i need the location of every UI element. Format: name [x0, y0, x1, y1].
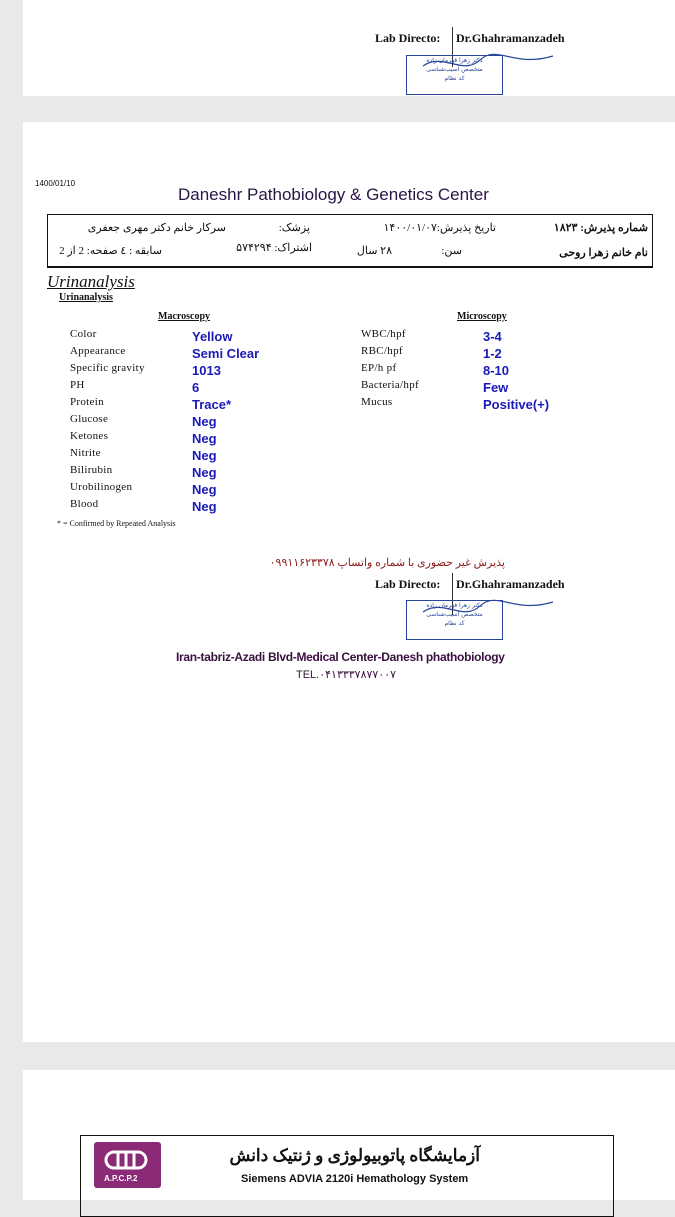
- stamp-line: متخصص آسیب‌شناسی: [426, 66, 483, 73]
- lab-name: Daneshr Pathobiology & Genetics Center: [178, 185, 489, 204]
- macro-row-value: Neg: [192, 499, 217, 514]
- apcp-logo: [94, 1142, 161, 1188]
- stamp-line: دکتر زهرا قهرمان زاده: [426, 602, 483, 609]
- macro-row-value: Neg: [192, 482, 217, 497]
- macro-row-value: Semi Clear: [192, 346, 260, 361]
- patient-info-box: [47, 214, 653, 268]
- macro-row-name: Blood: [70, 498, 99, 510]
- age-value: ۲۸ سال: [356, 245, 392, 257]
- patient-name: نام خانم زهرا روحی: [559, 247, 648, 259]
- doctor-label: پزشک:: [278, 222, 310, 234]
- macro-row-name: Nitrite: [70, 447, 101, 459]
- stamp-line: دکتر زهرا قهرمان زاده: [426, 57, 483, 64]
- micro-row-value: 1-2: [483, 346, 502, 361]
- macro-row-value: Neg: [192, 465, 217, 480]
- macro-row-value: 1013: [192, 363, 221, 378]
- reception-date: تاریخ پذیرش:۱۴۰۰/۰۱/۰۷: [383, 222, 496, 234]
- macro-row-name: Appearance: [70, 345, 126, 357]
- macro-row-value: Yellow: [192, 329, 233, 344]
- subscription-number: اشتراک: ۵۷۴۲۹۴: [236, 242, 312, 254]
- report-date: 1400/01/10: [35, 179, 76, 188]
- report-page: [23, 122, 675, 1042]
- macroscopy-header: Macroscopy: [158, 311, 211, 322]
- macro-row-name: Color: [70, 328, 97, 340]
- macro-row-name: Glucose: [70, 413, 109, 425]
- footnote: * = Confirmed by Repeated Analysis: [57, 519, 176, 528]
- page-top-fragment: [23, 0, 675, 96]
- micro-row-name: Bacteria/hpf: [361, 379, 419, 391]
- next-page-title: آزمایشگاه پاتوبیولوژی و ژنتیک دانش: [229, 1146, 480, 1165]
- signature-scribble: [418, 594, 558, 624]
- lab-director-name: Dr.Ghahramanzadeh: [456, 577, 565, 591]
- next-page-subtitle: Siemens ADVIA 2120i Hemathology System: [241, 1173, 469, 1185]
- next-page-fragment: [23, 1070, 675, 1200]
- reception-number: شماره پذیرش: ۱۸۲۳: [553, 222, 648, 234]
- macro-row-value: 6: [192, 380, 200, 395]
- micro-row-value: Positive(+): [483, 397, 550, 412]
- micro-row-value: 8-10: [483, 363, 510, 378]
- next-page-header-box: [80, 1135, 614, 1217]
- macro-row-value: Neg: [192, 431, 217, 446]
- logo-text: A.P.C.P.2: [104, 1174, 138, 1183]
- micro-row-name: RBC/hpf: [361, 345, 403, 357]
- lab-director-name: Dr.Ghahramanzadeh: [456, 31, 565, 45]
- macro-row-name: PH: [70, 379, 85, 391]
- micro-row-name: EP/h pf: [361, 362, 397, 374]
- whatsapp-notice: پذیرش غیر حضوری با شماره واتساپ ۰۹۹۱۱۶۲۳۳۷۸: [269, 557, 505, 569]
- lab-director-label: Lab Directo:: [375, 577, 441, 591]
- doctor-name: سرکار خانم دکتر مهری جعفری: [87, 222, 226, 234]
- macro-row-name: Bilirubin: [70, 464, 113, 476]
- macro-row-name: Ketones: [70, 430, 109, 442]
- lab-director-label: Lab Directo:: [375, 31, 441, 45]
- macro-row-name: Protein: [70, 396, 104, 408]
- micro-row-name: Mucus: [361, 396, 393, 408]
- stamp-line: کد نظام: [444, 75, 465, 82]
- signature-scribble: [418, 48, 558, 78]
- macro-row-value: Neg: [192, 414, 217, 429]
- lab-address: Iran-tabriz-Azadi Blvd-Medical Center-Danesh phathobiology: [176, 650, 505, 664]
- macro-row-value: Neg: [192, 448, 217, 463]
- lab-telephone: TEL.۰۴۱۳۳۳۷۸۷۷۰۰۷: [296, 669, 397, 681]
- macro-row-name: Urobilinogen: [70, 481, 133, 493]
- report-title: Urinanalysis: [47, 272, 135, 291]
- history-page: سابقه : ٤ صفحه: 2 از 2: [59, 245, 162, 257]
- micro-row-value: Few: [483, 380, 509, 395]
- logo-glyph-icon: [94, 1144, 161, 1174]
- macro-row-value: Trace*: [192, 397, 232, 412]
- micro-row-value: 3-4: [483, 329, 502, 344]
- macro-row-name: Specific gravity: [70, 362, 145, 374]
- stamp-line: کد نظام: [444, 620, 465, 627]
- micro-row-name: WBC/hpf: [361, 328, 406, 340]
- stamp-line: متخصص آسیب‌شناسی: [426, 611, 483, 618]
- report-subtitle: Urinanalysis: [59, 292, 113, 303]
- microscopy-header: Microscopy: [457, 311, 507, 322]
- age-label: سن:: [441, 245, 462, 257]
